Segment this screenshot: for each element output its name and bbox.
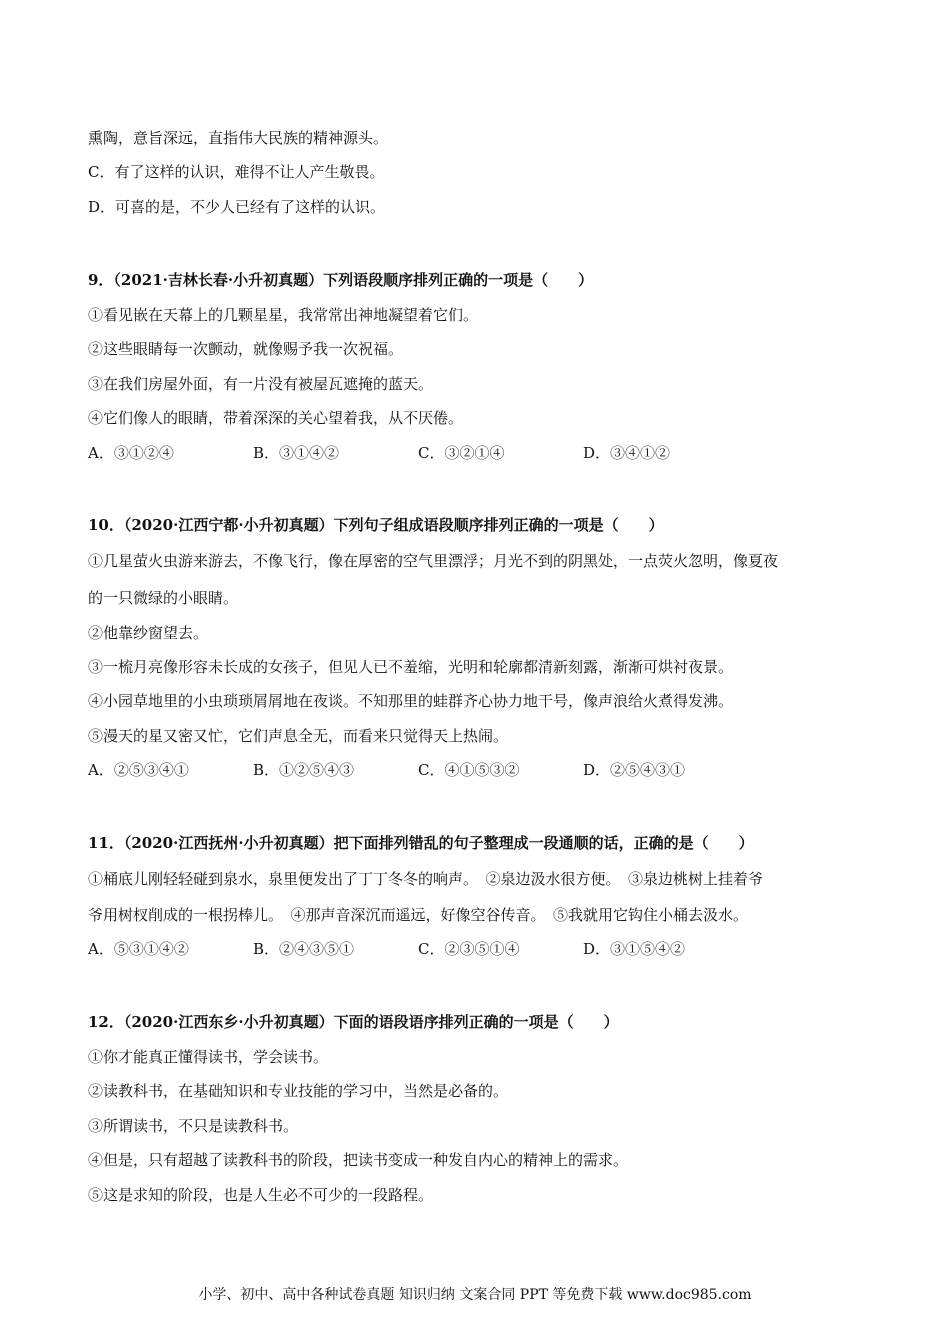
question-9-options	[88, 443, 868, 463]
question-11-options	[88, 939, 868, 959]
question-11-sentence: 爷用树杈削成的一根拐棒儿。 ④那声音深沉而遥远，好像空谷传音。 ⑤我就用它钩住小桶去汲水。	[88, 906, 749, 924]
intro-option-c: C．有了这样的认识，难得不让人产生敬畏。	[88, 163, 385, 181]
question-10-sentence: 的一只微绿的小眼睛。	[88, 589, 239, 607]
option-a: A．③①②④	[88, 444, 174, 462]
question-12-sentence: ①你才能真正懂得读书，学会读书。	[88, 1048, 329, 1066]
option-a: A．⑤③①④②	[88, 940, 189, 958]
question-11-title: 11．（2020·江西抚州·小升初真题）把下面排列错乱的句子整理成一段通顺的话，正确的是（ ）	[88, 834, 754, 852]
question-10-sentence: ①几星萤火虫游来游去，不像飞行，像在厚密的空气里漂浮；月光不到的阴黑处，一点荧火忽明，像夏夜	[88, 552, 779, 570]
question-10-sentence: ④小园草地里的小虫琐琐屑屑地在夜谈。不知那里的蛙群齐心协力地干号，像声浪给火煮得发沸。	[88, 692, 734, 710]
question-10-options	[88, 760, 868, 780]
question-9-title: 9．（2021·吉林长春·小升初真题）下列语段顺序排列正确的一项是（ ）	[88, 271, 594, 289]
intro-line: 熏陶，意旨深远，直指伟大民族的精神源头。	[88, 129, 389, 147]
question-12-title: 12．（2020·江西东乡·小升初真题）下面的语段语序排列正确的一项是（ ）	[88, 1013, 619, 1031]
option-c: C．④①⑤③②	[418, 761, 520, 779]
option-d: D．③④①②	[583, 444, 671, 462]
option-b: B．①②⑤④③	[253, 761, 355, 779]
question-10-sentence: ⑤漫天的星又密又忙，它们声息全无，而看来只觉得天上热闹。	[88, 727, 509, 745]
option-b: B．②④③⑤①	[253, 940, 355, 958]
question-11-sentence: ①桶底儿刚轻轻碰到泉水，泉里便发出了丁丁冬冬的响声。 ②泉边汲水很方便。 ③泉边桃树上挂着爷	[88, 870, 764, 888]
option-d: D．③①⑤④②	[583, 940, 686, 958]
intro-option-d: D．可喜的是，不少人已经有了这样的认识。	[88, 198, 386, 216]
question-9-sentence: ①看见嵌在天幕上的几颗星星，我常常出神地凝望着它们。	[88, 306, 479, 324]
question-10-title: 10．（2020·江西宁都·小升初真题）下列句子组成语段顺序排列正确的一项是（ ）	[88, 516, 664, 534]
option-b: B．③①④②	[253, 444, 340, 462]
question-9-sentence: ③在我们房屋外面，有一片没有被屋瓦遮掩的蓝天。	[88, 375, 434, 393]
question-12-sentence: ④但是，只有超越了读教科书的阶段，把读书变成一种发自内心的精神上的需求。	[88, 1151, 629, 1169]
option-a: A．②⑤③④①	[88, 761, 189, 779]
option-c: C．③②①④	[418, 444, 505, 462]
page-footer: 小学、初中、高中各种试卷真题 知识归纳 文案合同 PPT 等免费下载 www.doc985.com	[198, 1287, 752, 1303]
question-9-sentence: ④它们像人的眼睛，带着深深的关心望着我，从不厌倦。	[88, 409, 464, 427]
question-12-sentence: ②读教科书，在基础知识和专业技能的学习中，当然是必备的。	[88, 1082, 509, 1100]
question-12-sentence: ③所谓读书，不只是读教科书。	[88, 1117, 299, 1135]
question-10-sentence: ③一梳月亮像形容未长成的女孩子，但见人已不羞缩，光明和轮廓都清新刻露，渐渐可烘衬夜景。	[88, 658, 734, 676]
question-9-sentence: ②这些眼睛每一次颤动，就像赐予我一次祝福。	[88, 340, 404, 358]
option-c: C．②③⑤①④	[418, 940, 520, 958]
question-10-sentence: ②他靠纱窗望去。	[88, 624, 209, 642]
question-12-sentence: ⑤这是求知的阶段，也是人生必不可少的一段路程。	[88, 1186, 434, 1204]
option-d: D．②⑤④③①	[583, 761, 686, 779]
